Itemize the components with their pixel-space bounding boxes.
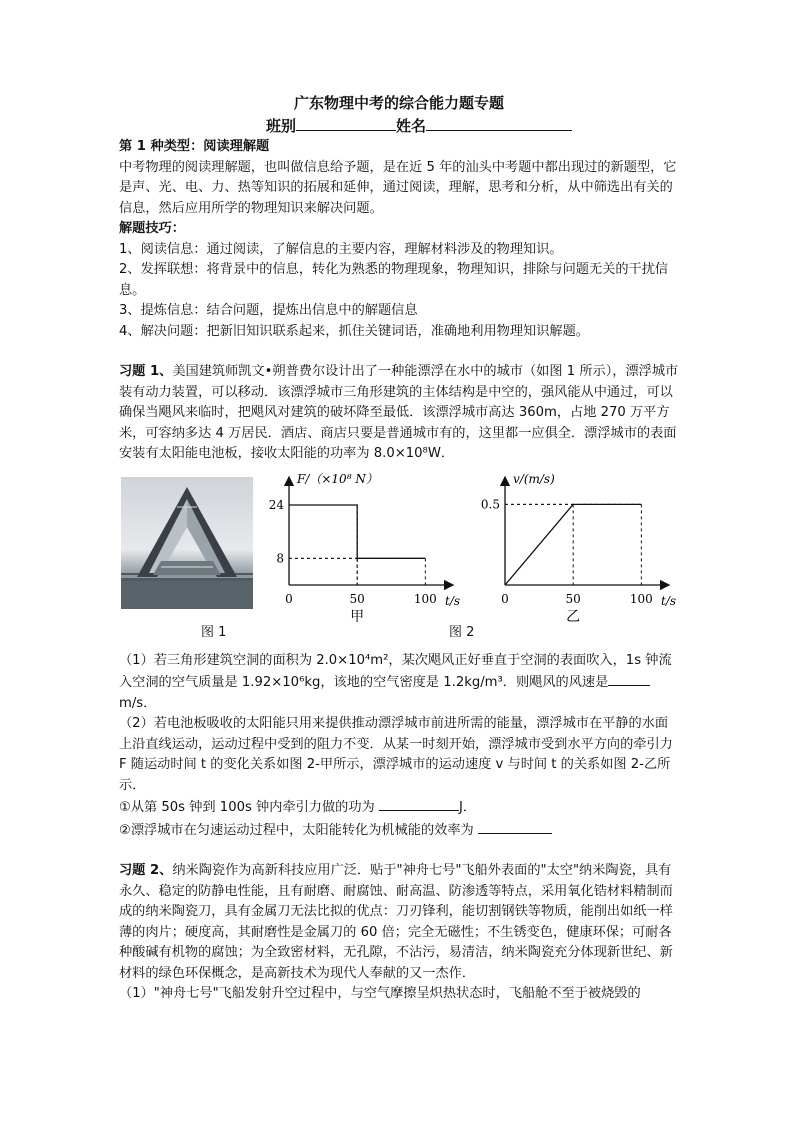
exercise2-text: 纳米陶瓷作为高新科技应用广泛．贴于"神舟七号"飞船外表面的"太空"纳米陶瓷，具有永久、稳定的防静电性能，且有耐磨、耐腐蚀、耐高温、防渗透等特点，采用氧化锆材料精制而成的纳米陶瓷刀，具有金属刀无法比拟的优点：刀刃锋利，能切割钢铁等物质，能削出如纸一样薄的肉片；硬度高，其耐磨性是金属刀的 60 倍；完全无磁性；不生锈变色，健康环保；可耐各种酸碱有机物的腐蚀；为全致密材料，无孔隙，不沾污，易清洁，纳米陶瓷充分体现新世纪、新材料的绿色环保概念，是高新技术为现代人奉献的又一杰作． xyxy=(119,863,673,981)
x-tick-label: 0 xyxy=(501,591,509,606)
exercise1-stem xyxy=(119,362,679,465)
exercise1-q2: （2）若电池板吸收的太阳能只用来提供推动漂浮城市前进所需的能量，漂浮城市在平静的水面上沿直线运动，运动过程中受到的阻力不变．从某一时刻开始，漂浮城市受到水平方向的牵引力 F 随运动时间 t 的变化关系如图 2-甲所示，漂浮城市的运动速度 v 与时间 t 的关系如图 2-乙所示． xyxy=(119,716,673,793)
x-axis-label: t/s xyxy=(661,593,677,608)
y-tick-label: 24 xyxy=(268,497,284,512)
answer-blank[interactable] xyxy=(608,671,650,686)
type1-intro: 中考物理的阅读理解题，也叫做信息给予题，是在近 5 年的汕头中考题中都出现过的新题型，它是声、光、电、力、热等知识的拓展和延伸，通过阅读，理解，思考和分析，从中筛选出有关的信息，然后应用所学的物理知识来解决问题。 xyxy=(119,159,677,216)
x-tick-label: 50 xyxy=(349,591,365,606)
y-axis-label: F/（×10⁸ N） xyxy=(297,472,378,486)
floating-city-photo xyxy=(121,477,253,609)
tip-item: 3、提炼信息：结合问题，提炼出信息中的解题信息 xyxy=(119,303,418,318)
x-tick-label: 100 xyxy=(413,591,437,606)
figure-row xyxy=(119,473,679,651)
velocity-time-chart xyxy=(481,473,681,623)
tip-item: 4、解决问题：把新旧知识联系起来，抓住关键词语，准确地利用物理知识解题。 xyxy=(119,323,589,339)
tips-heading: 解题技巧： xyxy=(119,221,185,236)
class-name-line xyxy=(159,114,679,137)
exercise1-q2a: ①从第 50s 钟到 100s 钟内牵引力做的功为 J． xyxy=(119,796,679,819)
exercise1-q1: （1）若三角形建筑空洞的面积为 2.0×10⁴m²，某次飓风正好垂直于空洞的表面吹入，1s 钟流入空洞的空气质量是 1.92×10⁶kg，该地的空气密度是 1.2kg/m³．则飓风的风速是 m/s． xyxy=(119,652,672,711)
x-axis-label: t/s xyxy=(445,593,461,608)
answer-blank[interactable] xyxy=(478,819,552,834)
exercise2-label: 习题 2、 xyxy=(119,863,173,878)
tip-item: 1、阅读信息：通过阅读，了解信息的主要内容，理解材料涉及的物理知识。 xyxy=(119,241,563,257)
figure1-caption: 图 1 xyxy=(201,624,227,640)
answer-blank[interactable] xyxy=(379,796,459,811)
tip-item: 2、发挥联想：将背景中的信息，转化为熟悉的物理现象，物理知识，排除与问题无关的干扰信息。 xyxy=(119,262,669,298)
worksheet-page xyxy=(119,93,679,1005)
exercise2-stem xyxy=(119,861,679,984)
force-time-chart xyxy=(265,473,465,623)
class-label: 班别 xyxy=(265,117,296,135)
chart-title: 乙 xyxy=(566,608,581,623)
exercise1-text: 美国建筑师凯文•朔普费尔设计出了一种能漂浮在水中的城市（如图 1 所示），漂浮城市装有动力装置，可以移动．该漂浮城市三角形建筑的主体结构是中空的，强风能从中通过，可以确保当飓风来临时，把飓风对建筑的破坏降至最低．该漂浮城市高达 360m，占地 270 万平方米，可容纳多达 4 万居民．酒店、商店只要是普通城市有的，这里都一应俱全．漂浮城市的表面安装有太阳能电池板，接收太阳能的功率为 8.0×10⁸W． xyxy=(119,364,679,461)
chart-title: 甲 xyxy=(350,608,365,623)
name-label: 姓名 xyxy=(396,117,427,135)
name-blank xyxy=(426,114,572,131)
x-tick-label: 0 xyxy=(285,591,293,606)
exercise1-label: 习题 1、 xyxy=(119,364,173,379)
y-axis-label: v/(m/s) xyxy=(513,472,555,486)
y-tick-label: 8 xyxy=(276,550,284,565)
class-blank xyxy=(296,114,396,131)
exercise2-q1: （1）"神舟七号"飞船发射升空过程中，与空气摩擦呈炽热状态时，飞船舱不至于被烧毁的 xyxy=(119,986,641,1001)
x-tick-label: 50 xyxy=(565,591,581,606)
type1-heading: 第 1 种类型：阅读理解题 xyxy=(119,139,270,154)
x-tick-label: 100 xyxy=(629,591,653,606)
page-title: 广东物理中考的综合能力题专题 xyxy=(293,94,504,112)
y-tick-label: 0.5 xyxy=(481,496,500,511)
exercise1-q2b: ②漂浮城市在匀速运动过程中，太阳能转化为机械能的效率为 xyxy=(119,819,679,842)
figure2-caption: 图 2 xyxy=(449,624,475,640)
